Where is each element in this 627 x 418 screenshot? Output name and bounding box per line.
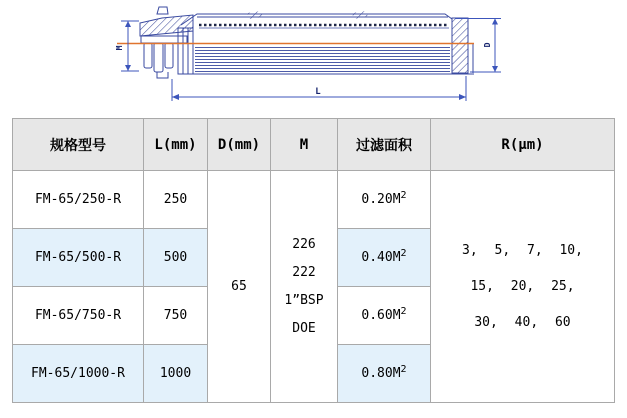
weld-mark [352,11,368,19]
connection-line: 222 [292,264,316,280]
fitting-stem [157,72,168,78]
filter-cartridge-svg [0,0,627,118]
dimension-d-label: D [483,42,492,48]
length-cell: 250 [144,171,208,229]
micron-rating-cell [431,171,615,403]
connection-line: 1”BSP [284,292,324,308]
filter-area-cell [338,345,431,403]
shell-top-line [181,14,452,25]
filter-area-cell [338,229,431,287]
model-cell: FM-65/500-R [13,229,144,287]
fitting-rib [144,43,152,68]
length-cell: 750 [144,287,208,345]
end-fitting [140,7,193,78]
header-filter-area: 过滤面积 [338,119,431,171]
micron-line: 3, 5, 7, 10, [462,242,583,258]
dimension-m [115,21,139,71]
model-cell: FM-65/250-R [13,171,144,229]
spec-table [12,118,615,403]
length-cell: 500 [144,229,208,287]
filter-area-cell [338,171,431,229]
header-connection: M [271,119,338,171]
connection-line: DOE [292,320,316,336]
fitting-rib [154,43,163,72]
filter-area-value: 0.80M [361,366,401,381]
end-cap [452,18,473,73]
weld-mark [247,11,263,19]
filter-area-exponent: 2 [400,306,407,317]
filter-area-exponent: 2 [400,190,407,201]
model-cell: FM-65/750-R [13,287,144,345]
diameter-cell: 65 [208,171,271,403]
dimension-l [172,76,466,101]
connection-line: 226 [292,236,316,252]
micron-line: 30, 40, 60 [474,314,571,330]
filter-area-exponent: 2 [400,248,407,259]
fitting-band [141,36,187,43]
filter-cartridge-drawing [0,0,627,118]
filter-area-value: 0.40M [361,250,401,265]
fitting-rib [165,43,173,68]
header-diameter: D(mm) [208,119,271,171]
dimension-l-label: L [315,87,321,97]
table-row [13,171,615,229]
collar [178,28,193,74]
fitting-nub [157,7,168,14]
micron-line: 15, 20, 25, [470,278,575,294]
fitting-thread-hatch [140,15,193,36]
header-length: L(mm) [144,119,208,171]
header-row [13,119,615,171]
model-cell: FM-65/1000-R [13,345,144,403]
connection-cell [271,171,338,403]
end-cap-hatch [452,18,468,73]
pleats [195,48,450,72]
filter-area-exponent: 2 [400,364,407,375]
filter-area-value: 0.20M [361,192,401,207]
filter-body [181,11,474,74]
filter-area-value: 0.60M [361,308,401,323]
length-cell: 1000 [144,345,208,403]
dimension-m-label: M [115,45,124,51]
filter-area-cell [338,287,431,345]
header-model: 规格型号 [13,119,144,171]
header-micron-rating: R(μm) [431,119,615,171]
